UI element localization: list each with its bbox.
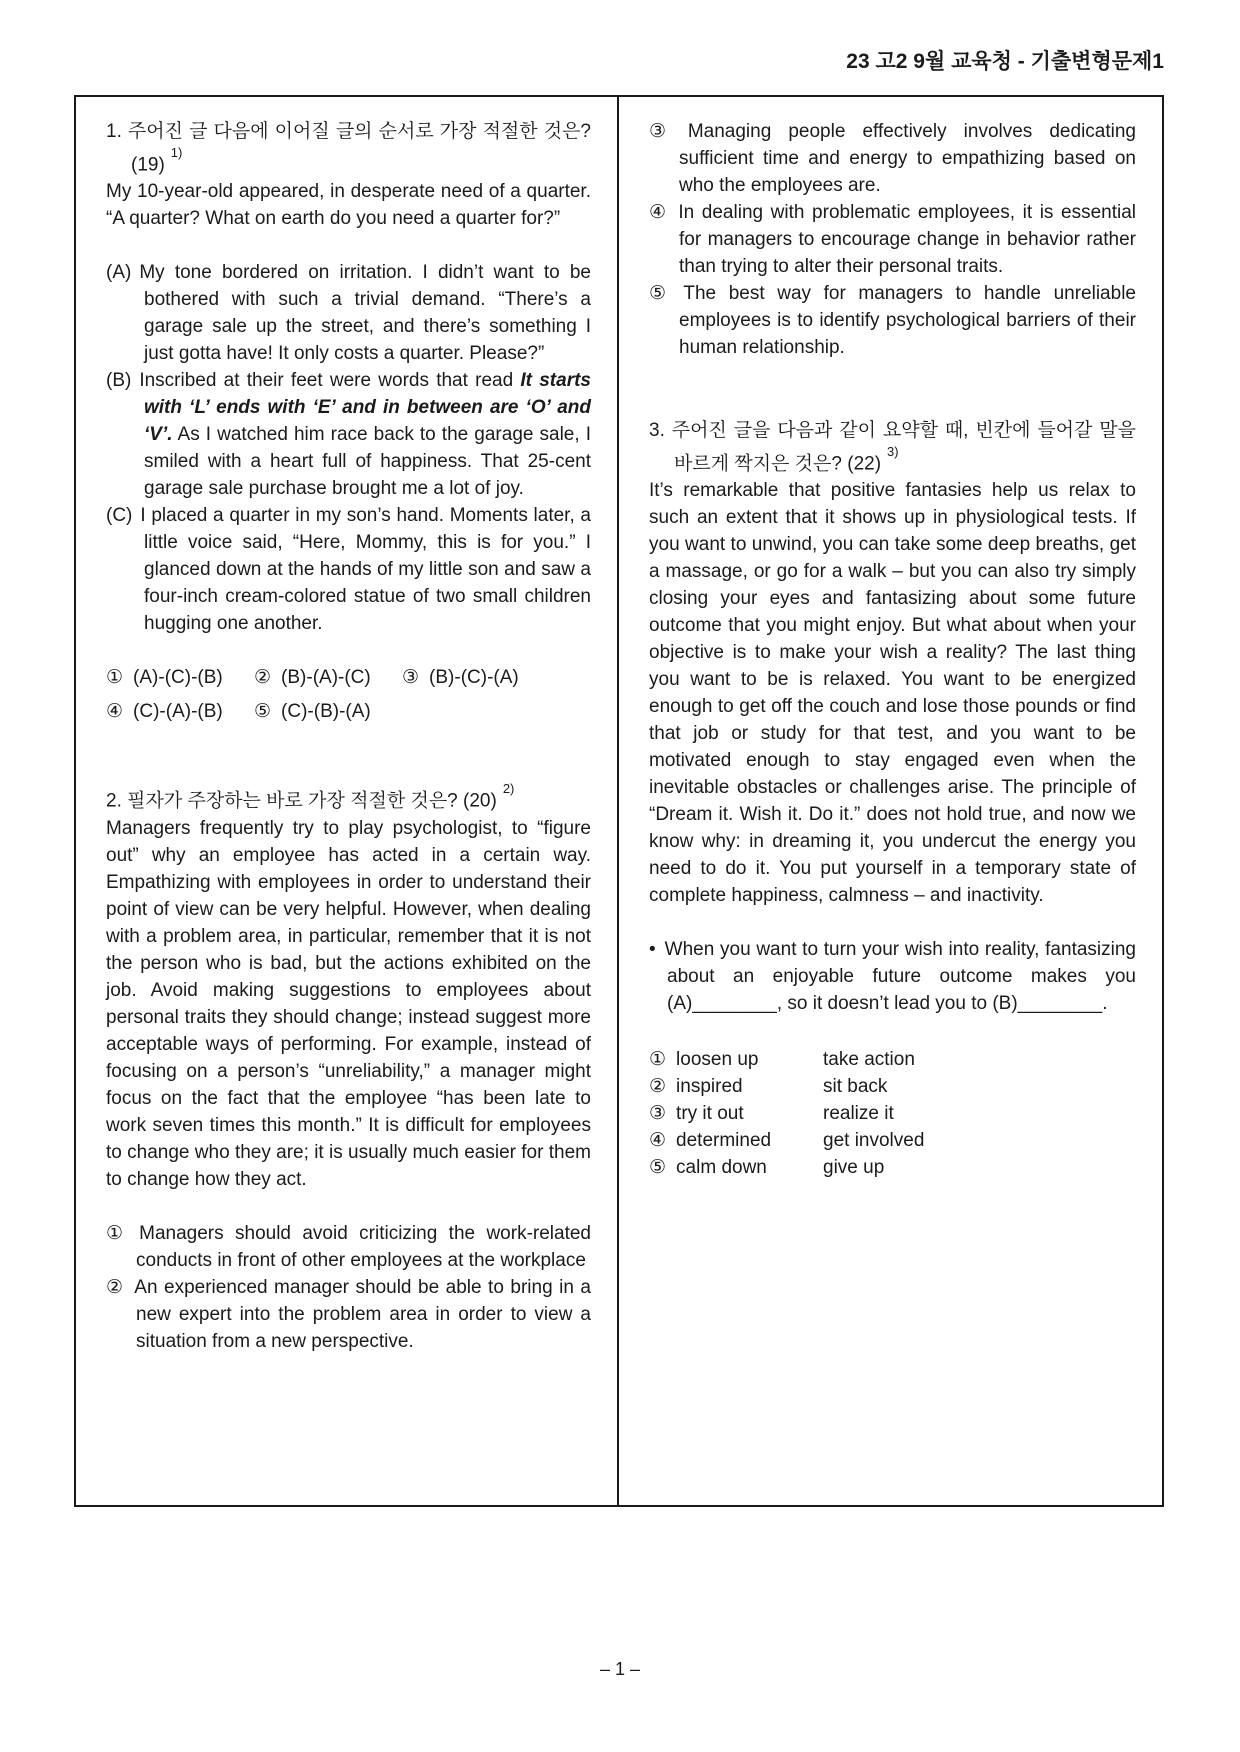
q3-body: It’s remarkable that positive fantasies help us relax to such an extent that it shows up in physiological tests. If you want to unwind, you can take some deep breaths, get a massage, or go for a walk – but you can also try simply closing your eyes and fantasizing about some future outcome that you might enjoy. But what about when your objective is to make your wish a reality? The last thing you want to be is relaxed. You want to be energized enough to get off the couch and lose those pounds or find that job or study for that test, and you want to be motivated enough to stay engaged even when the inevitable obstacles or challenges arise. The principle of “Dream it. Wish it. Do it.” does not hold true, and now we know why: in dreaming it, you undercut the energy you need to do it. You put yourself in a temporary state of complete happiness, calmness – and inactivity. (649, 480, 1136, 907)
q1-option-3-number: ③ (402, 667, 420, 689)
exam-sheet-frame (74, 95, 1164, 1507)
q1-paragraph-b (106, 367, 591, 502)
q1-option-4-text: (C)-(A)-(B) (133, 701, 223, 723)
q1-title (106, 118, 591, 178)
q2-title-text: 2. 필자가 주장하는 바로 가장 적절한 것은? (20) (106, 790, 497, 812)
q3-option-2-b-text: sit back (823, 1076, 888, 1098)
q3-option-4-a (649, 1127, 823, 1154)
q3-option-4-b-text: get involved (823, 1130, 925, 1152)
q1-option-5-number: ⑤ (254, 701, 272, 723)
q1-option-1-text: (A)-(C)-(B) (133, 667, 223, 689)
q3-option-3 (649, 1100, 1136, 1127)
q1-footnote-marker: 1) (170, 145, 183, 160)
q3-option-5-number: ⑤ (649, 1157, 667, 1179)
q1-option-2-number: ② (254, 667, 272, 689)
q2-option-1-number: ① (106, 1222, 130, 1244)
q3-option-2-a-text: inspired (676, 1076, 743, 1098)
q1-paragraph-c-text: I placed a quarter in my son’s hand. Moments later, a little voice said, “Here, Mommy, this is for you.” I glanced down at the hands of my little son and saw a four-inch cream-colored statue of two small children hugging one another. (140, 505, 591, 635)
q2-title (106, 781, 591, 814)
q3-option-1-number: ① (649, 1049, 667, 1071)
q2-footnote-marker: 2) (502, 781, 515, 797)
q2-option-3 (649, 118, 1136, 199)
q3-option-4 (649, 1127, 1136, 1154)
q1-paragraph-a-label: (A) (106, 262, 132, 284)
page-footer (0, 1656, 1240, 1683)
q3-option-1-a-text: loosen up (676, 1049, 759, 1071)
q1-option-2 (254, 664, 402, 691)
page-number: – 1 – (599, 1659, 641, 1679)
q3-option-5 (649, 1154, 1136, 1181)
q3-option-5-a-text: calm down (676, 1157, 767, 1179)
q1-paragraph-b-text-pre: Inscribed at their feet were words that read (139, 370, 521, 392)
q3-option-1 (649, 1046, 1136, 1073)
q2-option-2 (106, 1274, 591, 1355)
q3-option-3-a-text: try it out (676, 1103, 744, 1125)
column-left (76, 97, 619, 1505)
q2-options-left (106, 1220, 591, 1355)
q3-option-5-b-text: give up (823, 1157, 885, 1179)
q1-option-1 (106, 664, 254, 691)
q1-paragraph-a-text: My tone bordered on irritation. I didn’t want to be bothered with such a trivial demand. “There’s a garage sale up the street, and there’s something I just gotta have! It only costs a quarter. Please?” (139, 262, 591, 365)
q2-body: Managers frequently try to play psychologist, to “figure out” why an employee has acted in a certain way. Empathizing with employees in order to understand their point of view can be very helpful. However, when dealing with a problem area, in particular, remember that it is not the person who is bad, but the actions exhibited on the job. Avoid making suggestions to employees about personal traits they should change; instead suggest more acceptable ways of performing. For example, instead of focusing on a person’s “unreliability,” a manager might focus on the fact that the employee “has been late to work seven times this month.” It is difficult for employees to change who they are; it is usually much easier for them to change how they act. (106, 817, 591, 1190)
q1-paragraph-c-label: (C) (106, 505, 133, 527)
q1-option-3-text: (B)-(C)-(A) (429, 667, 519, 689)
page-header (846, 50, 1164, 74)
q2-option-5-number: ⑤ (649, 283, 674, 304)
q2-option-3-text: Managing people effectively involves dedicating sufficient time and energy to empathizing based on who the employees are. (679, 121, 1136, 196)
q3-option-2-number: ② (649, 1076, 667, 1098)
column-right (619, 97, 1162, 1505)
q3-option-4-number: ④ (649, 1130, 667, 1152)
q1-option-4-number: ④ (106, 701, 124, 723)
q1-intro: My 10-year-old appeared, in desperate need of a quarter. “A quarter? What on earth do you need a quarter for?” (106, 181, 591, 230)
q2-option-1-text: Managers should avoid criticizing the work-related conducts in front of other employees at the workplace (136, 1222, 591, 1271)
q3-option-2-a (649, 1073, 823, 1100)
q3-summary (649, 936, 1136, 1017)
q3-option-4-a-text: determined (676, 1130, 772, 1152)
q3-title-text: 3. 주어진 글을 다음과 같이 요약할 때, 빈칸에 들어갈 말을 바르게 짝지은 것은? (22) (649, 420, 1136, 475)
q2-option-5 (649, 280, 1136, 361)
q2-option-2-number: ② (106, 1276, 125, 1298)
q1-option-5 (254, 698, 402, 725)
q3-option-3-b-text: realize it (823, 1103, 894, 1125)
q1-option-3 (402, 664, 591, 691)
q3-option-1-a (649, 1046, 823, 1073)
q1-title-text: 1. 주어진 글 다음에 이어질 글의 순서로 가장 적절한 것은? (19) (106, 121, 591, 176)
q3-summary-text: When you want to turn your wish into reality, fantasizing about an enjoyable future outcome makes you (A)________, so it doesn’t lead you to (B)________. (664, 939, 1136, 1015)
q3-title (649, 417, 1136, 477)
q1-paragraph-c (106, 502, 591, 637)
q3-summary-bullet-icon: • (649, 939, 656, 961)
q1-options-spacer (402, 698, 591, 725)
q2-option-2-text: An experienced manager should be able to bring in a new expert into the problem area in order to view a situation from a new perspective. (134, 1276, 591, 1352)
q1-option-4 (106, 698, 254, 725)
q2-option-5-text: The best way for managers to handle unreliable employees is to identify psychological barriers of their human relationship. (679, 283, 1136, 358)
q2-option-4-text: In dealing with problematic employees, it is essential for managers to encourage change in behavior rather than trying to alter their personal traits. (678, 202, 1136, 277)
q3-options (649, 1046, 1136, 1181)
q1-paragraph-b-text-post: As I watched him race back to the garage sale, I smiled with a heart full of happiness. That 25-cent garage sale purchase brought me a lot of joy. (144, 424, 591, 500)
q1-options (106, 664, 591, 725)
q2-option-3-number: ③ (649, 121, 678, 142)
q1-paragraph-b-label: (B) (106, 370, 132, 392)
q1-option-2-text: (B)-(A)-(C) (281, 667, 371, 689)
q1-paragraph-a (106, 259, 591, 367)
q2-option-4 (649, 199, 1136, 280)
q2-option-4-number: ④ (649, 202, 669, 223)
q3-option-2 (649, 1073, 1136, 1100)
q3-option-5-a (649, 1154, 823, 1181)
q1-option-5-text: (C)-(B)-(A) (281, 701, 371, 723)
q3-option-3-a (649, 1100, 823, 1127)
q1-option-1-number: ① (106, 667, 124, 689)
q3-option-3-number: ③ (649, 1103, 667, 1125)
q2-option-1 (106, 1220, 591, 1274)
q3-option-1-b-text: take action (823, 1049, 915, 1071)
q1-paragraph-b-text-emphasis: It starts with ‘L’ ends with ‘E’ and in between are ‘O’ and ‘V’. (144, 370, 591, 446)
q2-options-right (649, 118, 1136, 361)
header-title: 23 고2 9월 교육청 - 기출변형문제1 (846, 50, 1164, 73)
q3-footnote-marker: 3) (887, 444, 899, 459)
